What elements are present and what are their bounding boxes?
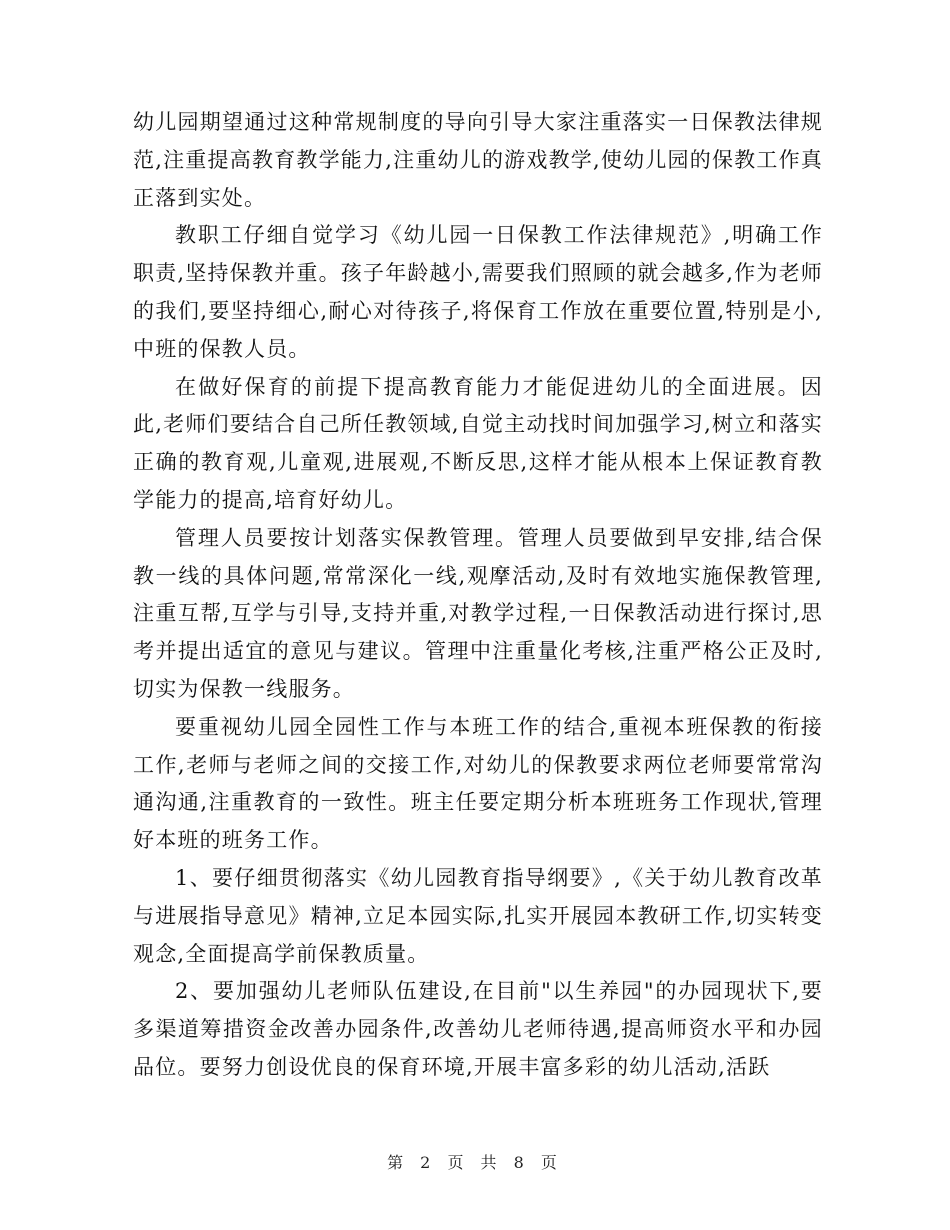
paragraph-5: 要重视幼儿园全园性工作与本班工作的结合,重视本班保教的衔接工作,老师与老师之间的交接工作,对幼儿的保教要求两位老师要常常沟通沟通,注重教育的一致性。班主任要定期分析本班班务工作现状,管理好本班的班务工作。 <box>133 714 823 853</box>
document-body <box>133 104 823 1087</box>
paragraph-6: 1、要仔细贯彻落实《幼儿园教育指导纲要》,《关于幼儿教育改革与进展指导意见》精神,立足本园实际,扎实开展园本教研工作,切实转变观念,全面提高学前保教质量。 <box>133 865 823 966</box>
paragraph-7: 2、要加强幼儿老师队伍建设,在目前"以生养园"的办园现状下,要多渠道筹措资金改善办园条件,改善幼儿老师待遇,提高师资水平和办园品位。要努力创设优良的保育环境,开展丰富多彩的幼儿活动,活跃 <box>133 979 823 1079</box>
paragraph-3: 在做好保育的前提下提高教育能力才能促进幼儿的全面进展。因此,老师们要结合自己所任教领域,自觉主动找时间加强学习,树立和落实正确的教育观,儿童观,进展观,不断反思,这样才能从根本上保证教育教学能力的提高,培育好幼儿。 <box>133 374 823 512</box>
paragraph-4: 管理人员要按计划落实保教管理。管理人员要做到早安排,结合保教一线的具体问题,常常深化一线,观摩活动,及时有效地实施保教管理,注重互帮,互学与引导,支持并重,对教学过程,一日保教活动进行探讨,思考并提出适宜的意见与建议。管理中注重量化考核,注重严格公正及时,切实为保教一线服务。 <box>133 525 823 701</box>
paragraph-2: 教职工仔细自觉学习《幼儿园一日保教工作法律规范》,明确工作职责,坚持保教并重。孩子年龄越小,需要我们照顾的就会越多,作为老师的我们,要坚持细心,耐心对待孩子,将保育工作放在重要位置,特别是小,中班的保教人员。 <box>133 223 823 361</box>
paragraph-1: 幼儿园期望通过这种常规制度的导向引导大家注重落实一日保教法律规范,注重提高教育教学能力,注重幼儿的游戏教学,使幼儿园的保教工作真正落到实处。 <box>133 110 823 210</box>
page-number-footer: 第 2 页 共 8 页 <box>387 1153 563 1172</box>
